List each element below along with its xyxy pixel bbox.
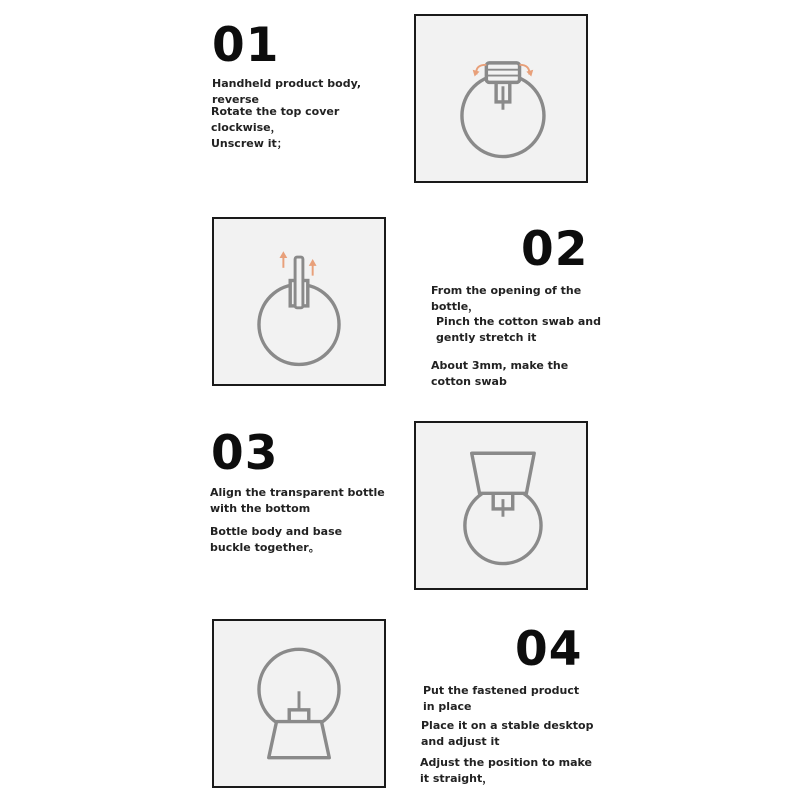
step-02-line-3: About 3mm, make the cotton swab bbox=[431, 359, 569, 388]
step-02-number: 02 bbox=[521, 222, 589, 277]
step-04-line-3: Adjust the position to make it straight， bbox=[420, 756, 593, 785]
bottle-rotate-cap-icon bbox=[416, 16, 586, 181]
bottle-pull-wick-icon bbox=[214, 219, 384, 384]
step-02-line-2: Pinch the cotton swab and gently stretch it bbox=[436, 315, 601, 344]
step-04-illustration-panel bbox=[212, 619, 386, 788]
step-03-line-1: Align the transparent bottle with the bottom bbox=[210, 486, 385, 515]
step-03-number: 03 bbox=[211, 426, 279, 481]
step-03-line-2: Bottle body and base buckle together。 bbox=[210, 525, 343, 554]
step-02-illustration-panel bbox=[212, 217, 386, 386]
step-03-illustration-panel bbox=[414, 421, 588, 590]
step-02-line-1: From the opening of the bottle， bbox=[431, 284, 582, 313]
step-01-line-2: Rotate the top cover clockwise， Unscrew it； bbox=[211, 105, 340, 150]
step-04-line-2: Place it on a stable desktop and adjust it bbox=[421, 719, 594, 748]
step-04-number: 04 bbox=[515, 622, 583, 677]
step-04-line-1: Put the fastened product in place bbox=[423, 684, 580, 713]
step-01-line-1: Handheld product body, reverse bbox=[212, 77, 362, 106]
inverted-bottle-on-base-icon bbox=[214, 621, 384, 786]
step-01-number: 01 bbox=[212, 18, 280, 73]
step-01-illustration-panel bbox=[414, 14, 588, 183]
bottle-with-base-icon bbox=[416, 423, 586, 588]
